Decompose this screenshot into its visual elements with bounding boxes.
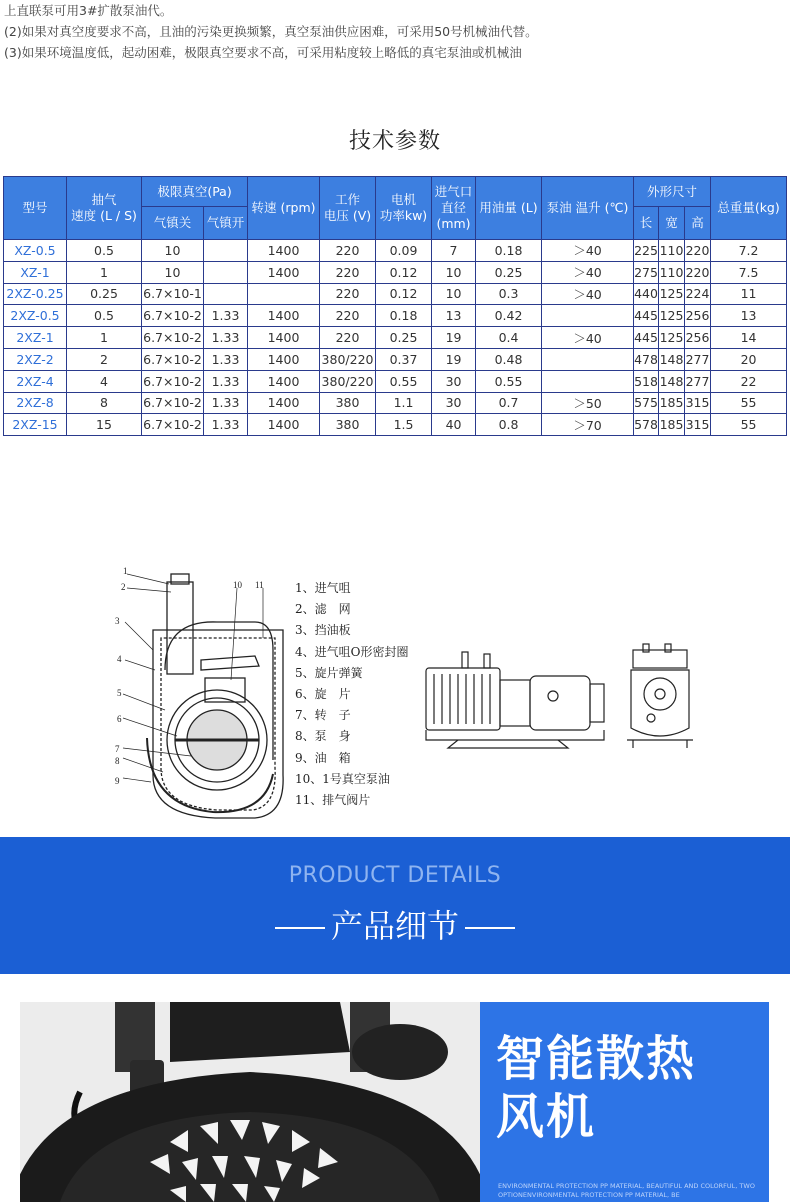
table-cell: [542, 370, 634, 392]
header-rpm: 转速 (rpm): [248, 177, 320, 240]
callout-9: 9: [115, 776, 120, 786]
table-cell: 0.12: [376, 261, 432, 283]
table-cell: 0.48: [476, 348, 542, 370]
table-cell: 380: [320, 414, 376, 436]
table-cell: 440: [634, 283, 659, 305]
table-cell: 7.2: [711, 240, 787, 262]
table-cell: 40: [432, 414, 476, 436]
table-cell: 275: [634, 261, 659, 283]
table-cell: 15: [67, 414, 142, 436]
table-cell: 8: [67, 392, 142, 414]
table-cell: 0.42: [476, 305, 542, 327]
legend-item: 1、进气咀: [295, 581, 351, 595]
table-cell: 4: [67, 370, 142, 392]
table-cell: 256: [685, 327, 711, 349]
legend-item: 3、挡油板: [295, 623, 351, 638]
table-cell: 10: [142, 240, 204, 262]
table-cell: 55: [711, 392, 787, 414]
table-cell: 6.7×10-2: [142, 327, 204, 349]
table-cell: [204, 240, 248, 262]
table-cell: 22: [711, 370, 787, 392]
banner-chinese-title: 产品细节: [0, 901, 790, 947]
table-cell: 220: [320, 327, 376, 349]
table-cell: 185: [659, 392, 685, 414]
spec-section-title: 技术参数: [348, 129, 441, 154]
table-cell: 6.7×10-2: [142, 370, 204, 392]
callout-4: 4: [117, 654, 122, 664]
spec-table: [3, 176, 787, 436]
table-cell: 578: [634, 414, 659, 436]
table-cell: 0.5: [67, 305, 142, 327]
table-cell: 518: [634, 370, 659, 392]
table-cell: 380/220: [320, 348, 376, 370]
table-row: [4, 370, 787, 392]
table-cell: 575: [634, 392, 659, 414]
table-cell: 1400: [248, 261, 320, 283]
table-cell: 13: [711, 305, 787, 327]
table-cell: 224: [685, 283, 711, 305]
table-cell: 2: [67, 348, 142, 370]
table-cell: 0.12: [376, 283, 432, 305]
table-cell: 6.7×10-1: [142, 283, 204, 305]
table-cell: 0.25: [476, 261, 542, 283]
table-cell: 19: [432, 327, 476, 349]
feature-title: 智能散热 风机: [496, 1031, 697, 1145]
legend-item: 10、1号真空泵油: [295, 771, 390, 786]
table-cell: 1.33: [204, 414, 248, 436]
table-cell: 125: [659, 305, 685, 327]
fan-cover-illustration: [20, 1002, 480, 1202]
table-cell: 220: [320, 261, 376, 283]
table-cell: 380/220: [320, 370, 376, 392]
model-cell: 2XZ-0.25: [4, 283, 67, 305]
table-cell: [204, 261, 248, 283]
table-cell: 0.55: [376, 370, 432, 392]
table-cell: 148: [659, 348, 685, 370]
legend-item: 5、旋片弹簧: [295, 665, 363, 680]
table-cell: 20: [711, 348, 787, 370]
table-cell: 1.33: [204, 370, 248, 392]
model-cell: 2XZ-2: [4, 348, 67, 370]
callout-8: 8: [115, 756, 120, 766]
table-cell: 10: [142, 261, 204, 283]
table-cell: 225: [634, 240, 659, 262]
header-weight: 总重量(kg): [711, 177, 787, 240]
legend-item: 9、油 箱: [295, 750, 351, 765]
table-cell: ＞40: [542, 283, 634, 305]
callout-5: 5: [117, 688, 122, 698]
model-cell: 2XZ-8: [4, 392, 67, 414]
pump-front-view-drawing: [625, 640, 695, 752]
table-cell: [204, 283, 248, 305]
table-cell: 0.18: [376, 305, 432, 327]
table-cell: 110: [659, 261, 685, 283]
table-cell: 0.8: [476, 414, 542, 436]
table-cell: 7: [432, 240, 476, 262]
model-cell: XZ-0.5: [4, 240, 67, 262]
table-cell: [542, 348, 634, 370]
table-cell: 6.7×10-2: [142, 348, 204, 370]
header-dims: 外形尺寸: [634, 177, 711, 207]
table-cell: 110: [659, 240, 685, 262]
table-cell: 0.4: [476, 327, 542, 349]
legend-item: 8、泵 身: [295, 729, 351, 744]
table-cell: 220: [320, 240, 376, 262]
callout-3: 3: [115, 616, 120, 626]
callout-10: 10: [233, 580, 242, 590]
header-inlet: 进气口 直径 (mm): [432, 177, 476, 240]
table-cell: 445: [634, 305, 659, 327]
table-cell: 1.33: [204, 348, 248, 370]
callout-6: 6: [117, 714, 122, 724]
table-cell: 6.7×10-2: [142, 414, 204, 436]
table-cell: 55: [711, 414, 787, 436]
table-cell: 1: [67, 327, 142, 349]
feature-panel: [480, 1002, 769, 1202]
cooling-fan-photo: [20, 1002, 480, 1202]
header-length: 长: [634, 207, 659, 240]
table-cell: 220: [320, 283, 376, 305]
table-cell: 1400: [248, 392, 320, 414]
table-cell: 0.3: [476, 283, 542, 305]
table-cell: 445: [634, 327, 659, 349]
model-cell: 2XZ-0.5: [4, 305, 67, 327]
table-cell: 1.33: [204, 392, 248, 414]
table-cell: 1400: [248, 348, 320, 370]
table-cell: 125: [659, 283, 685, 305]
header-vacuum: 极限真空(Pa): [142, 177, 248, 207]
table-cell: 30: [432, 392, 476, 414]
spec-table-body: [4, 240, 787, 436]
banner-left-rule: [275, 927, 325, 929]
table-cell: 315: [685, 414, 711, 436]
table-cell: 7.5: [711, 261, 787, 283]
pump-side-view-drawing: [418, 640, 618, 752]
model-cell: 2XZ-4: [4, 370, 67, 392]
table-cell: ＞40: [542, 327, 634, 349]
legend-item: 6、旋 片: [295, 687, 351, 702]
table-cell: 10: [432, 261, 476, 283]
table-cell: ＞40: [542, 240, 634, 262]
table-cell: 1400: [248, 305, 320, 327]
table-cell: 277: [685, 348, 711, 370]
table-cell: 277: [685, 370, 711, 392]
table-cell: [542, 305, 634, 327]
table-cell: 125: [659, 327, 685, 349]
header-power: 电机 功率kw): [376, 177, 432, 240]
table-cell: 1.1: [376, 392, 432, 414]
callout-7: 7: [115, 744, 120, 754]
legend-item: 4、进气咀O形密封圈: [295, 644, 409, 659]
header-ballast-open: 气镇开: [204, 207, 248, 240]
note-line-3: (3)如果环境温度低，起动困难，极限真空要求不高，可采用粘度较上略低的真宅泵油或机械油: [4, 45, 522, 60]
table-cell: 256: [685, 305, 711, 327]
note-line-1: 上直联泵可用3#扩散泵油代。: [4, 3, 173, 18]
table-row: [4, 392, 787, 414]
callout-1: 1: [123, 566, 128, 576]
table-cell: ＞50: [542, 392, 634, 414]
header-temp: 泵油 温升 (℃): [542, 177, 634, 240]
callout-2: 2: [121, 582, 126, 592]
model-cell: 2XZ-1: [4, 327, 67, 349]
table-cell: 1400: [248, 370, 320, 392]
table-cell: 0.25: [67, 283, 142, 305]
table-cell: 0.09: [376, 240, 432, 262]
table-cell: 30: [432, 370, 476, 392]
table-cell: 1400: [248, 414, 320, 436]
table-cell: 315: [685, 392, 711, 414]
banner-right-rule: [465, 927, 515, 929]
table-cell: ＞70: [542, 414, 634, 436]
callout-11: 11: [255, 580, 264, 590]
table-row: [4, 414, 787, 436]
table-cell: 380: [320, 392, 376, 414]
table-cell: 19: [432, 348, 476, 370]
model-cell: 2XZ-15: [4, 414, 67, 436]
table-cell: 478: [634, 348, 659, 370]
table-cell: 0.18: [476, 240, 542, 262]
header-width: 宽: [659, 207, 685, 240]
table-cell: ＞40: [542, 261, 634, 283]
table-cell: 1.5: [376, 414, 432, 436]
table-cell: 220: [685, 240, 711, 262]
table-cell: 10: [432, 283, 476, 305]
table-cell: 13: [432, 305, 476, 327]
table-cell: 1.33: [204, 305, 248, 327]
model-cell: XZ-1: [4, 261, 67, 283]
table-cell: 1400: [248, 240, 320, 262]
table-row: [4, 327, 787, 349]
table-cell: 0.25: [376, 327, 432, 349]
banner-english-title: PRODUCT DETAILS: [288, 863, 502, 888]
table-row: [4, 240, 787, 262]
table-row: [4, 348, 787, 370]
table-row: [4, 305, 787, 327]
header-oil: 用油量 (L): [476, 177, 542, 240]
table-cell: 148: [659, 370, 685, 392]
table-cell: 6.7×10-2: [142, 305, 204, 327]
table-cell: 6.7×10-2: [142, 392, 204, 414]
table-cell: 220: [685, 261, 711, 283]
table-cell: 220: [320, 305, 376, 327]
table-cell: 14: [711, 327, 787, 349]
legend-item: 11、排气阀片: [295, 793, 371, 808]
table-cell: 11: [711, 283, 787, 305]
table-cell: 0.55: [476, 370, 542, 392]
table-cell: 0.37: [376, 348, 432, 370]
note-line-2: (2)如果对真空度要求不高，且油的污染更换频繁，真空泵油供应困难，可采用50号机械油代替。: [4, 24, 538, 39]
table-row: [4, 283, 787, 305]
diagram-legend: [295, 578, 408, 811]
header-ballast-closed: 气镇关: [142, 207, 204, 240]
feature-caption: ENVIRONMENTAL PROTECTION PP MATERIAL, BEAUTIFUL AND COLORFUL, TWO OPTIONENVIRONMENTAL PROTECTION PP MATERIAL, BE: [498, 1182, 755, 1199]
table-cell: [248, 283, 320, 305]
table-cell: 0.7: [476, 392, 542, 414]
table-cell: 1: [67, 261, 142, 283]
spec-table-header: [4, 177, 787, 240]
table-cell: 0.5: [67, 240, 142, 262]
legend-item: 2、滤 网: [295, 602, 351, 617]
table-cell: 185: [659, 414, 685, 436]
header-model: 型号: [4, 177, 67, 240]
header-height: 高: [685, 207, 711, 240]
product-details-banner: [0, 837, 790, 974]
table-cell: 1.33: [204, 327, 248, 349]
header-voltage: 工作 电压 (V): [320, 177, 376, 240]
header-speed: 抽气 速度 (L / S): [67, 177, 142, 240]
table-row: [4, 261, 787, 283]
legend-item: 7、转 子: [295, 708, 351, 723]
table-cell: 1400: [248, 327, 320, 349]
usage-notes: [4, 0, 784, 63]
